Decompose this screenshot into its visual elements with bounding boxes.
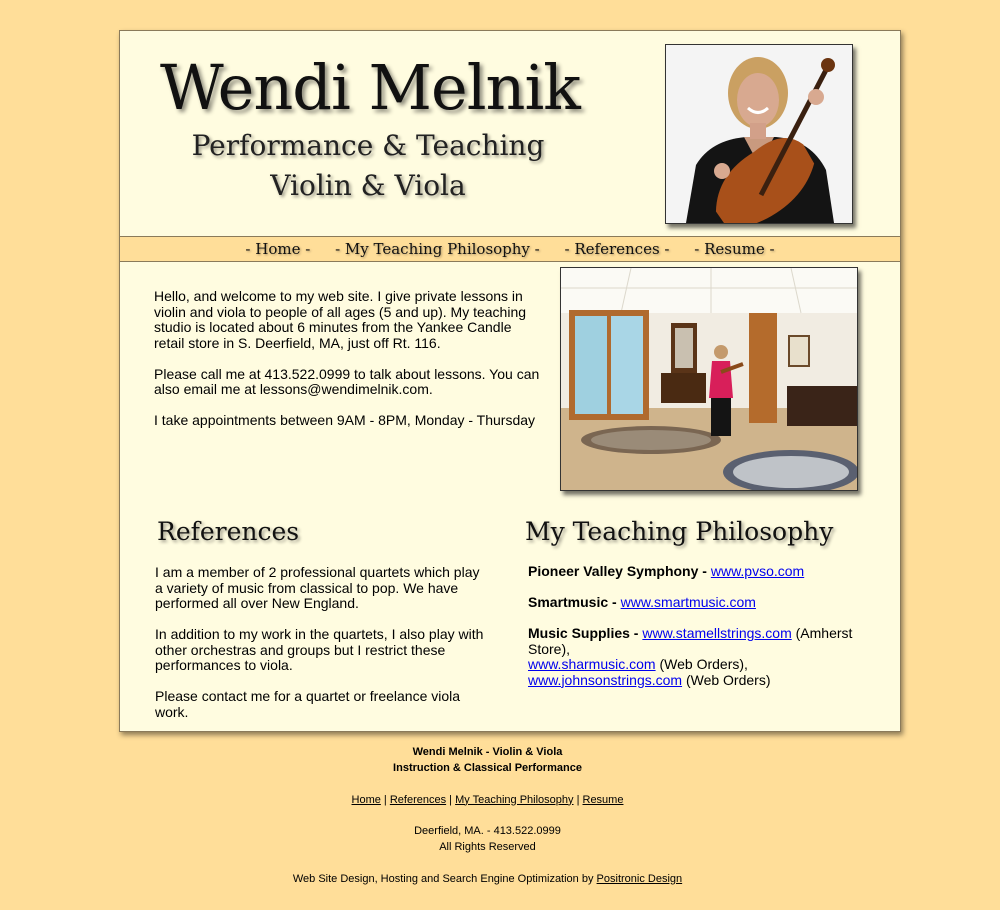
shar-music-link[interactable]: www.sharmusic.com <box>528 656 656 672</box>
references-quartets-paragraph: I am a member of 2 professional quartets which play a variety of music from classical to pop. We have performed all over New England. <box>155 564 480 611</box>
johnson-strings-link[interactable]: www.johnsonstrings.com <box>528 671 683 688</box>
nav-references-link[interactable]: - References - <box>564 240 670 258</box>
pioneer-valley-label: Pioneer Valley Symphony - <box>528 563 707 579</box>
stamell-strings-link[interactable]: www.stamellstrings.com <box>642 625 792 641</box>
footer-resume-link[interactable]: Resume <box>582 793 624 806</box>
music-supplies-item <box>528 626 888 688</box>
footer-separator: | <box>576 793 580 806</box>
nav-teaching-philosophy-link[interactable]: - My Teaching Philosophy - <box>335 240 540 258</box>
footer-rights: All Rights Reserved <box>439 841 536 853</box>
teaching-philosophy-heading: My Teaching Philosophy <box>525 517 834 546</box>
footer-separator: | <box>383 793 387 806</box>
tagline-performance: Performance & Teaching <box>191 129 545 162</box>
footer-credit-text: Web Site Design, Hosting and Search Engine Optimization by <box>292 872 594 885</box>
portrait-photo <box>665 44 853 224</box>
nav-resume-link[interactable]: - Resume - <box>694 240 775 258</box>
footer <box>0 744 975 887</box>
footer-subtitle: Instruction & Classical Performance <box>393 762 582 774</box>
pvso-link[interactable]: www.pvso.com <box>710 563 805 579</box>
footer-credit <box>0 871 975 887</box>
footer-nav <box>0 792 975 808</box>
references-orchestras-paragraph: In addition to my work in the quartets, I also play with other orchestras and groups but I restrict these performances to viola. <box>155 626 484 673</box>
footer-separator: | <box>449 793 453 806</box>
intro-welcome-paragraph: Hello, and welcome to my web site. I give private lessons in violin and viola to people of all ages (5 and up). My teaching studio is located about 6 minutes from the Yankee Candle retail store in S. Deerfield, MA, just off Rt. 116. <box>154 288 527 351</box>
content-panel <box>119 30 901 732</box>
smartmusic-item <box>528 595 888 611</box>
site-name: Wendi Melnik <box>160 51 580 124</box>
header <box>120 31 900 236</box>
pioneer-valley-item <box>528 564 888 580</box>
johnson-note: (Web Orders) <box>685 671 771 688</box>
footer-references-link[interactable]: References <box>389 793 447 806</box>
stamell-note: (Amherst Store), <box>528 625 853 657</box>
positronic-design-link[interactable]: Positronic Design <box>596 872 683 885</box>
references-text <box>155 565 485 736</box>
smartmusic-label: Smartmusic - <box>528 594 617 610</box>
intro-hours-paragraph: I take appointments between 9AM - 8PM, Monday - Thursday <box>154 412 536 428</box>
footer-home-link[interactable]: Home <box>351 793 381 806</box>
smartmusic-link[interactable]: www.smartmusic.com <box>620 594 756 610</box>
intro-contact-paragraph: Please call me at 413.522.0999 to talk about lessons. You can also email me at lessons@wendimelnik.com. <box>154 365 540 397</box>
resource-links <box>528 564 888 704</box>
references-heading: References <box>157 517 300 546</box>
references-contact-paragraph: Please contact me for a quartet or freelance viola work. <box>155 688 461 720</box>
intro-text <box>154 289 544 444</box>
footer-name: Wendi Melnik - Violin & Viola <box>412 746 563 758</box>
main-nav <box>120 236 900 262</box>
tagline-instruments: Violin & Viola <box>270 169 466 202</box>
nav-home-link[interactable]: - Home - <box>245 240 311 258</box>
footer-teaching-philosophy-link[interactable]: My Teaching Philosophy <box>455 793 574 806</box>
music-supplies-label: Music Supplies - <box>528 625 639 641</box>
footer-location: Deerfield, MA. - 413.522.0999 <box>414 825 561 837</box>
studio-photo <box>560 267 858 491</box>
shar-note: (Web Orders), <box>659 656 748 672</box>
